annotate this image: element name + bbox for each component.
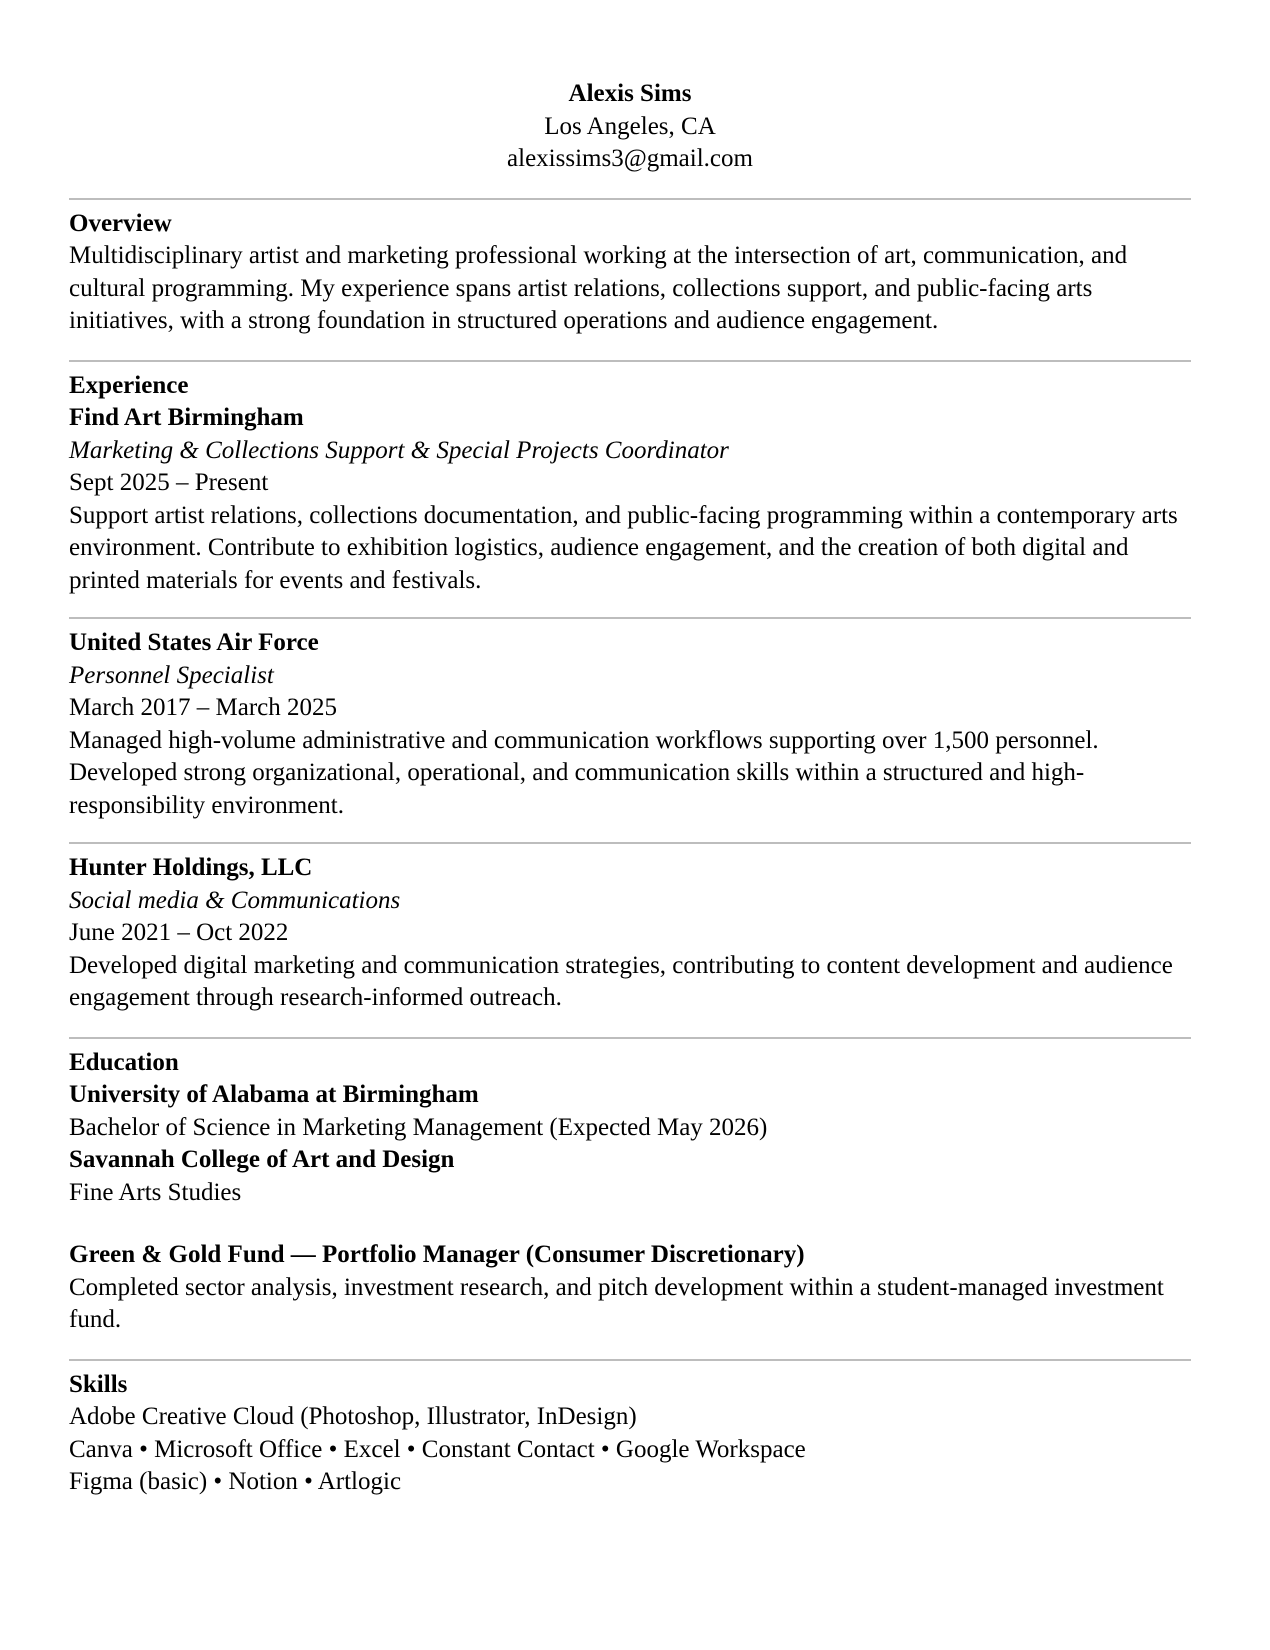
- experience-heading: Experience: [69, 371, 189, 399]
- job-organization: Hunter Holdings, LLC: [69, 854, 313, 881]
- skills-heading: Skills: [69, 1370, 128, 1398]
- job-title: Social media & Communications: [69, 886, 401, 914]
- school-detail: Fine Arts Studies: [69, 1178, 242, 1206]
- education-section: [69, 1047, 1191, 1337]
- resume-header: [69, 78, 1191, 176]
- job-dates: June 2021 – Oct 2022: [69, 919, 289, 946]
- resume-page: [69, 78, 1191, 1499]
- job-dates: March 2017 – March 2025: [69, 694, 337, 721]
- candidate-location: Los Angeles, CA: [544, 112, 716, 140]
- job-dates: Sept 2025 – Present: [69, 469, 269, 496]
- skills-line: Figma (basic) • Notion • Artlogic: [69, 1468, 402, 1495]
- candidate-email: alexissims3@gmail.com: [507, 145, 753, 172]
- school-detail: Bachelor of Science in Marketing Management (Expected May 2026): [69, 1113, 768, 1141]
- job-title: Personnel Specialist: [69, 661, 274, 689]
- school-name: Savannah College of Art and Design: [69, 1146, 455, 1173]
- job-entry: [69, 627, 1191, 822]
- activity-description: Completed sector analysis, investment research, and pitch development within a student-managed investment fund.: [69, 1273, 1164, 1333]
- job-title: Marketing & Collections Support & Special Projects Coordinator: [69, 436, 729, 464]
- job-description: Support artist relations, collections documentation, and public-facing programming within a contemporary arts environment. Contribute to exhibition logistics, audience engagement, and the creation of both digital and printed materials for events and festivals.: [69, 501, 1178, 594]
- job-description: Developed digital marketing and communication strategies, contributing to content development and audience engagement through research-informed outreach.: [69, 951, 1173, 1011]
- overview-heading: Overview: [69, 209, 172, 237]
- candidate-name: Alexis Sims: [568, 80, 692, 107]
- job-description: Managed high-volume administrative and communication workflows supporting over 1,500 personnel. Developed strong organizational, operational, and communication skills within a structured and high-responsibility environment.: [69, 726, 1099, 819]
- overview-text: Multidisciplinary artist and marketing professional working at the intersection of art, communication, and cultural programming. My experience spans artist relations, collections support, and public-facing arts initiatives, with a strong foundation in structured operations and audience engagement.: [69, 242, 1128, 334]
- job-organization: United States Air Force: [69, 629, 319, 656]
- overview-section: [69, 208, 1191, 338]
- skills-line: Adobe Creative Cloud (Photoshop, Illustrator, InDesign): [69, 1403, 637, 1430]
- experience-section: [69, 370, 1191, 1015]
- job-organization: Find Art Birmingham: [69, 404, 304, 431]
- skills-line: Canva • Microsoft Office • Excel • Constant Contact • Google Workspace: [69, 1435, 806, 1463]
- education-heading: Education: [69, 1048, 179, 1076]
- school-name: University of Alabama at Birmingham: [69, 1081, 479, 1108]
- activity-title: Green & Gold Fund — Portfolio Manager (Consumer Discretionary): [69, 1241, 805, 1268]
- job-entry: [69, 402, 1191, 597]
- skills-section: [69, 1369, 1191, 1499]
- job-entry: [69, 852, 1191, 1015]
